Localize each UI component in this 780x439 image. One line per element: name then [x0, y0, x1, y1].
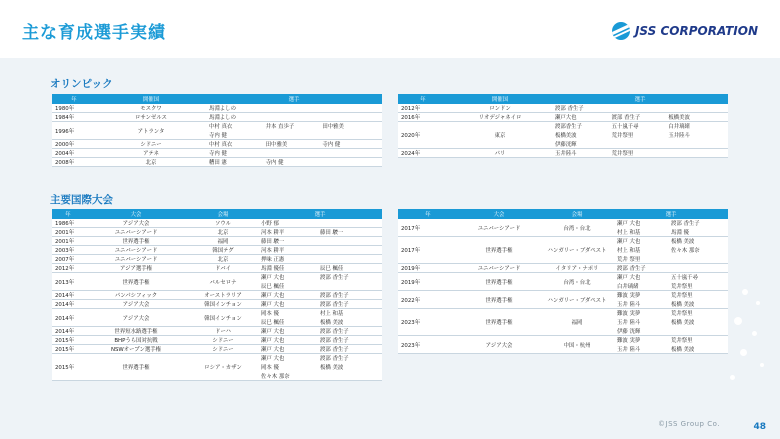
cell-athletes: [258, 273, 382, 291]
cell-event: パンパシフィック: [84, 291, 188, 300]
cell-venue: シドニー: [188, 345, 258, 354]
athlete-name: 荒井祭里: [671, 284, 693, 290]
athlete-name: 押味 正憲: [261, 257, 285, 264]
cell-event: 世界選手権: [458, 291, 540, 309]
cell-event: 世界選手権: [458, 273, 540, 291]
table-row: [52, 309, 382, 327]
table-row: [52, 300, 382, 309]
header-host: 開催国: [448, 94, 552, 104]
cell-athletes: [614, 219, 728, 237]
cell-event: アジア大会: [458, 336, 540, 354]
athlete-name: 玉井陸斗: [668, 133, 690, 140]
athlete-name: 玉井 陸斗: [617, 302, 641, 308]
decorative-dots: [722, 279, 772, 399]
table-row: [52, 228, 382, 237]
header-athletes: 選手: [258, 209, 382, 219]
company-logo: [612, 22, 758, 40]
header-year: 年: [52, 209, 84, 219]
athlete-name: 渡部 香生子: [671, 221, 700, 227]
athlete-name: 瀬戸 大也: [261, 293, 285, 300]
table-row: [52, 104, 382, 113]
cell-place: モスクワ: [96, 104, 206, 113]
athlete-name: 難波 実夢: [617, 338, 641, 344]
cell-athletes: [258, 291, 382, 300]
athlete-name: 渡部 香生子: [320, 302, 349, 309]
athlete-name: 玉井 陸斗: [617, 320, 641, 326]
header-venue: 会場: [188, 209, 258, 219]
cell-athletes: [258, 219, 382, 228]
athlete-name: 井本 直歩子: [265, 124, 295, 131]
athlete-name: 渡部 香生子: [611, 115, 641, 122]
athlete-name: 田中雅美: [265, 142, 288, 149]
athlete-name: 渡部 香生子: [320, 338, 349, 345]
cell-athletes: [258, 336, 382, 345]
jss-logo-icon: [612, 22, 630, 40]
cell-place: 東京: [448, 122, 552, 149]
cell-venue: ハンガリー・ブダペスト: [540, 237, 614, 264]
cell-venue: 北京: [188, 228, 258, 237]
international-section-title: 主要国際大会: [50, 194, 113, 206]
cell-athletes: [552, 113, 728, 122]
cell-venue: ハンガリー・ブダペスト: [540, 291, 614, 309]
cell-athletes: [552, 104, 728, 113]
cell-place: リオデジャネイロ: [448, 113, 552, 122]
header-athletes: 選手: [614, 209, 728, 219]
cell-year: 2017年: [398, 237, 458, 264]
athlete-name: 村上 和基: [617, 230, 641, 236]
athlete-name: 玉井陸斗: [555, 151, 577, 158]
cell-event: 世界選手権: [84, 354, 188, 381]
cell-year: 2007年: [52, 255, 84, 264]
cell-year: 2019年: [398, 273, 458, 291]
cell-year: 2014年: [52, 327, 84, 336]
athlete-name: 荒井祭里: [671, 293, 693, 299]
cell-event: 世界選手権: [458, 309, 540, 336]
cell-venue: 中国・杭州: [540, 336, 614, 354]
table-row: [52, 237, 382, 246]
athlete-name: 五十嵐千尋: [671, 275, 698, 281]
table-row: [398, 336, 728, 354]
table-row: [52, 219, 382, 228]
cell-place: シドニー: [96, 140, 206, 149]
athlete-name: 白井璃緒: [668, 124, 690, 131]
athlete-name: 荒井祭里: [671, 311, 693, 317]
cell-venue: ソウル: [188, 219, 258, 228]
cell-place: パリ: [448, 149, 552, 158]
cell-place: アトランタ: [96, 122, 206, 140]
table-row: [398, 113, 728, 122]
cell-venue: 台湾・台北: [540, 273, 614, 291]
athlete-name: 難波 実夢: [617, 293, 641, 299]
table-row: [52, 354, 382, 381]
cell-year: 2023年: [398, 336, 458, 354]
cell-place: アテネ: [96, 149, 206, 158]
athlete-name: 佐々木 那奈: [671, 248, 700, 254]
cell-event: 世界選手権: [84, 237, 188, 246]
cell-venue: ドーハ: [188, 327, 258, 336]
cell-year: 2014年: [52, 309, 84, 327]
table-row: [52, 273, 382, 291]
table-row: [52, 345, 382, 354]
athlete-name: 寺内 健: [322, 142, 341, 149]
table-row: [398, 237, 728, 264]
cell-venue: 韓国インチョン: [188, 309, 258, 327]
cell-event: 世界短水路選手権: [84, 327, 188, 336]
athlete-name: 瀬戸 大也: [261, 329, 285, 336]
cell-athletes: [206, 140, 382, 149]
table-row: [52, 336, 382, 345]
cell-year: 2001年: [52, 237, 84, 246]
cell-year: 2023年: [398, 309, 458, 336]
cell-athletes: [258, 309, 382, 327]
cell-year: 2014年: [52, 300, 84, 309]
athlete-name: 伊藤 洸輝: [617, 329, 641, 335]
cell-event: 世界選手権: [84, 273, 188, 291]
athlete-name: 瀬戸 大也: [617, 221, 641, 227]
athlete-name: 板橋 美波: [671, 320, 695, 326]
table-row: [398, 264, 728, 273]
athlete-name: 寺内 健: [209, 151, 227, 158]
athlete-name: 渡部 香生子: [320, 356, 349, 363]
table-row: [52, 327, 382, 336]
cell-venue: 北京: [188, 255, 258, 264]
header-venue: 会場: [540, 209, 614, 219]
athlete-name: 辰巳 楓佳: [261, 320, 285, 327]
cell-venue: イタリア・ナポリ: [540, 264, 614, 273]
table-row: [398, 122, 728, 149]
cell-venue: オーストラリア: [188, 291, 258, 300]
cell-athletes: [552, 149, 728, 158]
olympics-table-right: [398, 94, 728, 158]
athlete-name: 渡部香生子: [555, 124, 582, 131]
athlete-name: 板橋 美波: [671, 302, 695, 308]
table-row: [52, 113, 382, 122]
cell-athletes: [258, 300, 382, 309]
cell-year: 2019年: [398, 264, 458, 273]
cell-year: 1996年: [52, 122, 96, 140]
table-row: [398, 104, 728, 113]
page-title: 主な育成選手実績: [22, 23, 166, 43]
cell-year: 2000年: [52, 140, 96, 149]
cell-place: ロンドン: [448, 104, 552, 113]
athlete-name: 瀬戸 大也: [261, 347, 285, 354]
athlete-name: 荒井祭里: [611, 133, 634, 140]
table-row: [52, 140, 382, 149]
cell-year: 2012年: [398, 104, 448, 113]
header-year: 年: [398, 209, 458, 219]
athlete-name: 岡本 優: [261, 365, 279, 372]
table-row: [52, 291, 382, 300]
table-row: [52, 149, 382, 158]
cell-athletes: [258, 354, 382, 381]
cell-year: 2020年: [398, 122, 448, 149]
athlete-name: 難波 実夢: [617, 311, 641, 317]
cell-year: 2004年: [52, 149, 96, 158]
athlete-name: 渡部 香生子: [320, 275, 349, 282]
table-row: [52, 264, 382, 273]
athlete-name: 板橋 美波: [671, 347, 695, 353]
athlete-name: 渡部 香生子: [320, 329, 349, 336]
cell-year: 2003年: [52, 246, 84, 255]
table-row: [398, 309, 728, 336]
cell-athletes: [258, 246, 382, 255]
olympics-table-left: [52, 94, 382, 167]
cell-event: ユニバーシアード: [84, 255, 188, 264]
athlete-name: 渡部 香生子: [617, 266, 646, 272]
cell-athletes: [614, 309, 728, 336]
cell-event: ユニバーシアード: [84, 246, 188, 255]
cell-athletes: [206, 104, 382, 113]
athlete-name: 瀬戸 大也: [261, 356, 285, 363]
table-row: [398, 149, 728, 158]
header-host: 開催国: [96, 94, 206, 104]
athlete-name: 渡部 香生子: [320, 293, 349, 300]
athlete-name: 荒井 祭里: [617, 257, 641, 263]
athlete-name: 荒井祭里: [671, 338, 693, 344]
athlete-name: 辰巳 楓佳: [320, 266, 344, 273]
athlete-name: 板橋 美波: [320, 320, 344, 327]
cell-athletes: [614, 264, 728, 273]
cell-event: ユニバーシアード: [458, 219, 540, 237]
cell-venue: 台湾・台北: [540, 219, 614, 237]
cell-event: BHPうら国対抗戦: [84, 336, 188, 345]
athlete-name: 瀬戸 大也: [617, 275, 641, 281]
athlete-name: 瀬戸 大也: [261, 275, 285, 282]
cell-venue: バルセロナ: [188, 273, 258, 291]
athlete-name: 板橋美波: [555, 133, 577, 140]
athlete-name: 村上 和基: [320, 311, 344, 318]
athlete-name: 村上 和基: [617, 248, 641, 254]
table-row: [398, 219, 728, 237]
table-row: [52, 122, 382, 140]
athlete-name: 荒井祭里: [611, 151, 634, 158]
athlete-name: 辰巳 楓佳: [261, 284, 285, 291]
cell-event: アジア選手権: [84, 264, 188, 273]
cell-year: 2012年: [52, 264, 84, 273]
cell-venue: ロシア・カザン: [188, 354, 258, 381]
athlete-name: 藤田 駿一: [261, 239, 285, 246]
athlete-name: 五十嵐千尋: [611, 124, 639, 131]
cell-year: 1984年: [52, 113, 96, 122]
international-table-left: [52, 209, 382, 381]
athlete-name: 瀬戸 大也: [617, 239, 641, 245]
cell-place: ロサンゼルス: [96, 113, 206, 122]
header-year: 年: [398, 94, 448, 104]
cell-athletes: [206, 149, 382, 158]
cell-athletes: [614, 237, 728, 264]
header-year: 年: [52, 94, 96, 104]
cell-athletes: [614, 291, 728, 309]
cell-athletes: [258, 228, 382, 237]
cell-year: 2013年: [52, 273, 84, 291]
cell-athletes: [258, 237, 382, 246]
athlete-name: 瀬戸 大也: [261, 302, 285, 309]
cell-event: アジア大会: [84, 219, 188, 228]
athlete-name: 河本 耕平: [261, 230, 285, 237]
athlete-name: 瀬戸大也: [555, 115, 577, 122]
athlete-name: 佐々木 那奈: [261, 374, 290, 381]
cell-event: アジア大会: [84, 300, 188, 309]
athlete-name: 岡本 優: [261, 311, 279, 318]
header-event: 大会: [84, 209, 188, 219]
athlete-name: 藤田 駿一: [320, 230, 344, 237]
athlete-name: 中村 真衣: [209, 142, 233, 149]
athlete-name: 田中雅美: [322, 124, 344, 131]
cell-athletes: [552, 122, 728, 149]
cell-athletes: [258, 327, 382, 336]
athlete-name: 糟田 憲: [209, 160, 227, 167]
athlete-name: 馬淵 優佳: [261, 266, 285, 273]
header-athletes: 選手: [206, 94, 382, 104]
cell-athletes: [258, 345, 382, 354]
athlete-name: 中村 真衣: [209, 124, 233, 131]
table-row: [52, 255, 382, 264]
cell-year: 2015年: [52, 354, 84, 381]
cell-year: 2015年: [52, 336, 84, 345]
athlete-name: 渡部 香生子: [320, 347, 349, 354]
header-athletes: 選手: [552, 94, 728, 104]
cell-event: 世界選手権: [458, 237, 540, 264]
cell-athletes: [258, 264, 382, 273]
cell-year: 2008年: [52, 158, 96, 167]
cell-athletes: [206, 113, 382, 122]
page-number: 48: [753, 422, 766, 432]
table-row: [52, 246, 382, 255]
cell-year: 1980年: [52, 104, 96, 113]
cell-venue: 福岡: [188, 237, 258, 246]
cell-year: 2014年: [52, 291, 84, 300]
table-row: [398, 291, 728, 309]
athlete-name: 板橋 美波: [671, 239, 695, 245]
copyright: ©JSS Group Co.: [658, 420, 720, 428]
athlete-name: 渡部 香生子: [555, 106, 584, 113]
cell-year: 2017年: [398, 219, 458, 237]
cell-athletes: [206, 122, 382, 140]
olympics-section-title: オリンピック: [50, 78, 113, 90]
cell-year: 2001年: [52, 228, 84, 237]
athlete-name: 瀬戸 大也: [261, 338, 285, 345]
cell-event: アジア大会: [84, 309, 188, 327]
athlete-name: 玉井 陸斗: [617, 347, 641, 353]
athlete-name: 河本 耕平: [261, 248, 285, 255]
cell-year: 2022年: [398, 291, 458, 309]
athlete-name: 馬淵よしの: [209, 106, 236, 113]
cell-year: 2024年: [398, 149, 448, 158]
athlete-name: 板橋美波: [668, 115, 690, 122]
athlete-name: 小野 郁: [261, 221, 279, 228]
header-event: 大会: [458, 209, 540, 219]
logo-text: JSS CORPORATION: [634, 24, 758, 38]
cell-event: ユニバーシアード: [84, 228, 188, 237]
cell-event: NSWオープン選手権: [84, 345, 188, 354]
cell-athletes: [614, 336, 728, 354]
athlete-name: 馬淵 優: [671, 230, 689, 236]
cell-venue: 韓国インチョン: [188, 300, 258, 309]
cell-place: 北京: [96, 158, 206, 167]
table-row: [398, 273, 728, 291]
athlete-name: 馬淵よしの: [209, 115, 236, 122]
cell-venue: シドニー: [188, 336, 258, 345]
cell-athletes: [258, 255, 382, 264]
cell-year: 2015年: [52, 345, 84, 354]
athlete-name: 板橋 美波: [320, 365, 344, 372]
cell-athletes: [206, 158, 382, 167]
athlete-name: 白井璃緒: [617, 284, 639, 290]
athlete-name: 寺内 健: [265, 160, 284, 167]
table-row: [52, 158, 382, 167]
cell-athletes: [614, 273, 728, 291]
cell-venue: ドバイ: [188, 264, 258, 273]
cell-event: ユニバーシアード: [458, 264, 540, 273]
cell-year: 1986年: [52, 219, 84, 228]
cell-venue: 韓国テグ: [188, 246, 258, 255]
athlete-name: 寺内 健: [209, 133, 227, 140]
international-table-right: [398, 209, 728, 354]
cell-venue: 福岡: [540, 309, 614, 336]
cell-year: 2016年: [398, 113, 448, 122]
athlete-name: 伊藤洸輝: [555, 142, 577, 149]
